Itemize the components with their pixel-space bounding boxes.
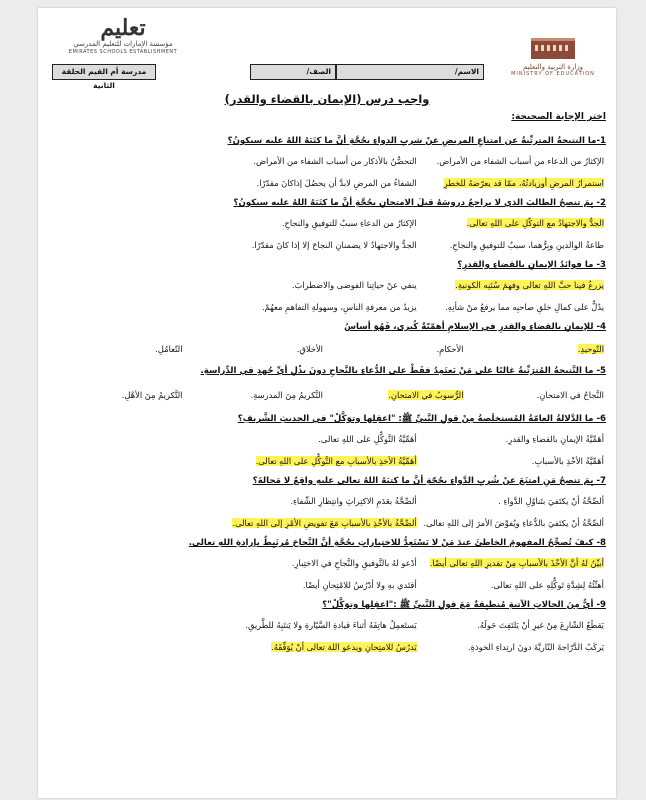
option[interactable]: أهَمِّيَّةُ الأخْذِ بالأسبابِ.	[531, 456, 604, 466]
options-grid	[44, 614, 606, 658]
ministry-name-en: MINISTRY OF EDUCATION	[511, 71, 595, 77]
option[interactable]: الأخلاقِ.	[296, 344, 323, 354]
option[interactable]: أدْعو لهُ بالتَّوفيقِ والنَّجاحِ في الاختِبارِ.	[291, 558, 417, 568]
school-name-box: مدرسة أم القيم الحلقة الثانية	[52, 64, 156, 80]
options-grid	[44, 490, 606, 534]
question-block	[44, 318, 606, 362]
options-grid	[44, 336, 606, 362]
question-text: 4- للإيمانِ بالقضاءِ والقدرِ في الإسلامِ أهمّيّةٌ كُبرى، فَهُوَ أساسُ	[344, 322, 606, 332]
option[interactable]: التحصُّنُ بالأذكار من أسباب الشفاء من الأمراض.	[253, 156, 417, 166]
question-text: 9- أيٌّ مِنَ الحالاتِ الآتيةِ مُنطبِقةٌ مَعَ قولِ النَّبيِّ ﷺ :"اعقِلها وتوَكَّلْ"؟	[322, 600, 606, 610]
option[interactable]: أهَمِّيَّةُ التَّوكُّلِ على اللهِ تعالى.	[318, 434, 417, 444]
option-correct[interactable]: يزرعُ فينا حبَّ اللهِ تعالى وفهمَ سُنَنِه الكونيةِ.	[455, 280, 604, 290]
question-text: 5- ما النَّتيجةُ المُترَتِّبةُ غالبًا على مَنْ يَعتَمِدُ فقَطْ على الدُّعاءِ بالنَّجاحِ دونَ بذْلِ أيِّ جُهدٍ في الدِّراسةِ.	[200, 366, 606, 376]
options-grid	[44, 150, 606, 194]
option[interactable]: التَّكريمُ مِنَ المدرسةِ.	[250, 390, 323, 400]
option-correct[interactable]: يَدرُسُ للامتِحانِ ويدعو اللهَ تعالى أنْ يُوَفِّقَهُ.	[271, 642, 417, 652]
option[interactable]: يَستَعمِلُ هاتِفَهُ أثناءَ قيادةِ السَّيّارةِ ولا يَنتَبِهُ للطَّريقِ.	[245, 620, 417, 630]
option[interactable]: ينفي عنْ حياتِنا الفوضى والاضطرابَ.	[291, 280, 417, 290]
option-correct[interactable]: الرُّسوبُ في الامتحانِ.	[388, 390, 464, 400]
worksheet-page	[38, 8, 616, 798]
question-block	[44, 256, 606, 318]
ministry-name-ar: وزارة التربية والتعليم	[522, 63, 584, 71]
option[interactable]: ألصِّحَّةُ أنْ يكتَفيَ بالدُّعاءِ ويُفوِّضَ الأمرَ إلى اللهِ تعالى.	[423, 518, 604, 528]
option[interactable]: التّعامُلِ.	[155, 344, 183, 354]
header	[38, 14, 616, 92]
option-correct[interactable]: استمرارُ المرضِ أوزيادتُهُ، ممّا قد يعرّضهُ للخطرِ	[443, 178, 604, 188]
question-text: 8- كيفَ تُصحِّحُ المفهومَ الخاطئَ عندَ مَنْ لا يَسْتَعِدُّ للاختِباراتِ بحُجَّةِ أنَّ النَّجاحَ مُرتَبِطٌ بإرادةِ اللهِ تعالى.	[188, 538, 606, 548]
option[interactable]: الإكثارُ من الدعاءِ سببٌ للتوفيقِ والنجاحِ.	[281, 218, 417, 228]
option[interactable]: يَقطَعُ الشّارِعَ مِنْ غيرِ أنْ يَلتَفِتَ حَولَهُ.	[477, 620, 604, 630]
ese-logo	[48, 16, 198, 55]
question-block	[44, 596, 606, 658]
class-label: الصف/	[306, 67, 331, 76]
questions-list	[44, 112, 606, 658]
question-block	[44, 194, 606, 256]
options-grid	[44, 428, 606, 472]
option[interactable]: أهنِّئُهُ لِشِدَّةِ تَوكُّلِهِ على اللهِ تعالى.	[490, 580, 604, 590]
option[interactable]: الإكثارُ من الدعاء من أسباب الشفاء من الأمراض.	[436, 156, 604, 166]
option-correct[interactable]: أبيِّنُ لهُ أنَّ الأخْذَ بالأسبابِ مِنْ تقديرِ اللهِ تعالى أيضًا.	[429, 558, 604, 568]
ministry-logo	[498, 38, 608, 77]
page-title: واجب درس (الإيمان بالقضاء والقدر)	[224, 92, 430, 106]
student-name-field[interactable]	[336, 64, 484, 80]
option-correct[interactable]: ألصِّحَّةُ بالأخْذِ بالأسبابِ مَعَ تفويضِ الأمْرِ إلى اللهِ تعالى.	[232, 518, 417, 528]
instruction: اختر الإجابة الصحيحة:	[511, 112, 606, 122]
option[interactable]: يَركَبُ الدَّرّاجةَ النّاريَّةَ دونَ ارتِداءِ الخوذةِ.	[467, 642, 604, 652]
question-text: 6- ما الدَّلالةُ العامّةُ المُستخلَصةُ مِنْ قولِ النَّبيِّ ﷺ: "اعقِلها وتوَكَّلْ" في الحديثِ الشَّريفِ؟	[237, 414, 606, 424]
option[interactable]: الأحكامِ.	[436, 344, 464, 354]
option[interactable]: أقتَدي بهِ ولا أدْرُسُ للامْتِحانِ أيضًا.	[302, 580, 417, 590]
option-correct[interactable]: التّوحيدِ.	[577, 344, 604, 354]
options-grid	[44, 552, 606, 596]
options-grid	[44, 380, 606, 410]
option[interactable]: الجدُّ والاجتهادُ لا يضمنانِ النجاحَ إلا إذا كانَ مقدّرًا.	[251, 240, 417, 250]
options-grid	[44, 274, 606, 318]
option[interactable]: التَّكريمُ مِنَ الأهْلِ.	[121, 390, 183, 400]
question-text: 2- بِمَ تنصحُ الطالبَ الذي لا يراجعُ دروسَهُ قبلَ الامتحانِ بحُجَّةِ أنَّ ما كتَبَهُ اللهُ عليه سيكونُ؟	[233, 198, 606, 208]
name-label: الاسم/	[454, 67, 479, 76]
ese-name-ar: مؤسسة الإمارات للتعليم المدرسي	[73, 40, 173, 48]
option[interactable]: أهَمِّيَّةُ الإيمانِ بالقضاءِ والقدرِ.	[505, 434, 604, 444]
option[interactable]: ألصِّحَّةُ بعَدَمِ الاكتِراثِ وانتِظارِ الشِّفاءِ.	[290, 496, 417, 506]
option[interactable]: النَّجاحُ في الامتحانِ.	[536, 390, 604, 400]
option-correct[interactable]: أهَمِّيَّةُ الأخذِ بالأسبابِ مع التَّوكُّلِ على اللهِ تعالى.	[255, 456, 417, 466]
option[interactable]: يدُلُّ على كمالِ خلقِ صاحبِه مما يرفعُ منْ شأنِهِ.	[445, 302, 604, 312]
question-text: 3- ما فوائدُ الإيمانِ بالقضاءِ والقدرِ؟	[457, 260, 606, 270]
question-text: 1-ما النتيجةُ المترتِّبةُ عن امتناعِ المريضِ عنْ شربِ الدواءِ بحُجَّةِ أنَّ ما كتَبَهُ اللهُ عليه سيكونُ؟	[227, 136, 606, 146]
question-text: 7- بِمَ تنصحُ مَنِ امتنَعَ عنْ شُربِ الدَّواءِ بحُجّةِ أنَّ ما كتبَهُ اللهُ تعالى عليهِ واقِعٌ لا مَحالةَ؟	[252, 476, 606, 486]
option[interactable]: الشفاءُ من المرضِ لابدَّ أن يحصُلَ إذاكانَ مقدّرًا.	[256, 178, 417, 188]
option-correct[interactable]: الجدُّ والاجتهادُ مع التوكّلِ على اللهِ تعالى.	[466, 218, 604, 228]
option[interactable]: ألصِّحَّةُ أنْ يكتَفيَ بتَناوُلِ الدَّواءِ .	[498, 496, 604, 506]
question-block	[44, 534, 606, 596]
options-grid	[44, 212, 606, 256]
question-block	[44, 472, 606, 534]
question-block	[44, 362, 606, 410]
question-block	[44, 132, 606, 194]
option[interactable]: طاعةُ الوالدينِ وبِرُّهما، سببٌ للتوفيقِ والنجاحِ.	[449, 240, 604, 250]
question-block	[44, 410, 606, 472]
ese-logo-mark: تعليم	[100, 15, 146, 41]
ese-name-en: EMIRATES SCHOOLS ESTABLISHMENT	[68, 49, 178, 55]
class-field[interactable]	[250, 64, 336, 80]
ministry-building-icon	[531, 38, 575, 59]
option[interactable]: يزيدُ من معرفةِ الناسِ، وسهولةِ التفاهمِ معهُمْ.	[261, 302, 417, 312]
